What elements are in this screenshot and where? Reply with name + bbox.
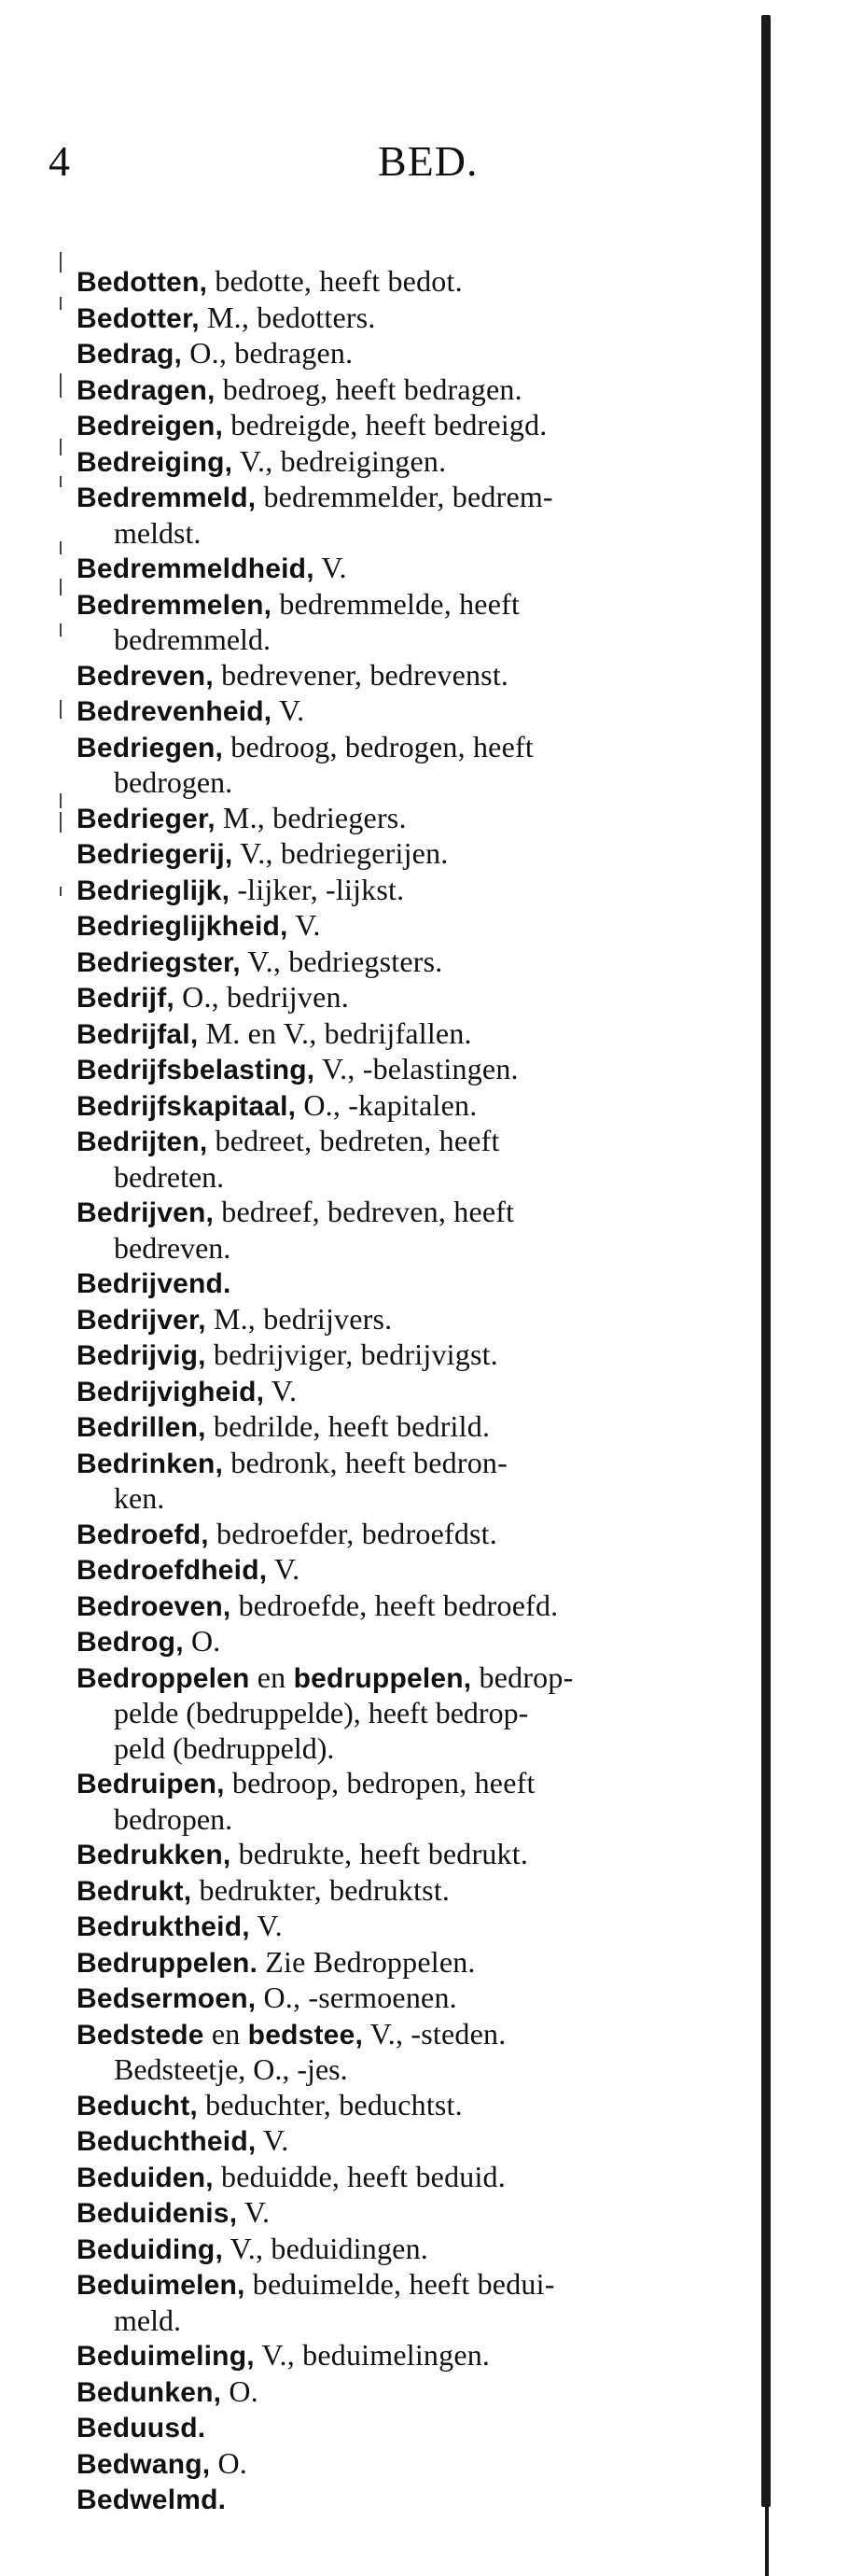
dictionary-entry xyxy=(77,372,751,409)
entry-forms: bedroefde, heeft bedroefd. xyxy=(230,1588,559,1622)
running-head: BED. xyxy=(378,137,479,185)
entry-forms: bedotte, heeft bedot. xyxy=(207,264,463,298)
entry-forms: O. xyxy=(183,1624,221,1658)
entry-headword: Beduimelen, xyxy=(77,2270,245,2301)
entry-headword: Beduimeling, xyxy=(77,2341,255,2372)
entry-continuation: bedropen. xyxy=(114,1801,233,1836)
entry-continuation: meldst. xyxy=(114,515,202,550)
dictionary-entry xyxy=(77,2123,751,2160)
dictionary-entry xyxy=(77,2446,751,2483)
entry-forms: bedrukte, heeft bedrukt. xyxy=(230,1837,529,1870)
entry-headword: Bedremmelen, xyxy=(77,589,272,621)
dictionary-entry xyxy=(77,658,751,694)
dictionary-entry xyxy=(77,836,751,873)
entry-headword: Bedrukt, xyxy=(77,1875,192,1907)
entry-continuation: bedreten. xyxy=(114,1159,225,1194)
dictionary-entry xyxy=(77,1016,751,1053)
dictionary-entry xyxy=(77,551,751,587)
margin-mark xyxy=(60,793,62,808)
dictionary-entry xyxy=(77,336,751,372)
dictionary-entry xyxy=(77,1374,751,1410)
dictionary-entry xyxy=(77,301,751,337)
margin-mark xyxy=(60,541,62,554)
entry-continuation: peld (bedruppeld). xyxy=(114,1730,335,1765)
entry-forms: V., beduimelingen. xyxy=(254,2338,491,2372)
page-number: 4 xyxy=(49,137,70,185)
entry-headword: Bedreigen, xyxy=(77,411,224,441)
entry-headword: Bedroppelen xyxy=(77,1662,250,1694)
entry-forms: O. xyxy=(210,2445,247,2480)
entry-continuation: meld. xyxy=(114,2303,181,2337)
dictionary-entry xyxy=(77,587,751,658)
entry-forms: M., bedotters. xyxy=(199,300,376,334)
entry-forms: bedreet, bedreten, heeft xyxy=(207,1124,500,1157)
entry-headword: Bedrijven, xyxy=(77,1197,215,1228)
dictionary-entry xyxy=(77,444,751,481)
entry-headword: Bedrijfal, xyxy=(77,1018,199,1050)
dictionary-entry xyxy=(77,1731,751,1767)
dictionary-entry xyxy=(77,2160,751,2196)
dictionary-entry xyxy=(77,2088,751,2124)
entry-headword: Bedrukken, xyxy=(77,1840,231,1870)
entry-forms: bedremmelder, bedrem- xyxy=(256,480,553,513)
margin-mark xyxy=(60,297,62,310)
entry-forms: V., bedreigingen. xyxy=(232,443,447,478)
right-margin-rule-tail xyxy=(765,2427,769,2576)
dictionary-entry xyxy=(77,1409,751,1446)
entry-headword: Bedruktheid, xyxy=(77,1911,250,1942)
entry-forms: bedronk, heeft bedron- xyxy=(223,1445,508,1479)
dictionary-entry xyxy=(77,1624,751,1660)
dictionary-entry xyxy=(77,264,751,301)
entry-forms: O., -sermoenen. xyxy=(256,1981,457,2014)
dictionary-entry xyxy=(77,1124,751,1195)
entry-forms: V. xyxy=(267,1552,300,1586)
entry-headword: Bedrieger, xyxy=(77,803,216,834)
dictionary-entry xyxy=(77,1266,751,1302)
dictionary-entry xyxy=(77,2267,751,2338)
entry-headword: Bedremmeld, xyxy=(77,483,257,513)
entry-forms: bedrilde, heeft bedrild. xyxy=(205,1409,491,1443)
entry-forms: O., bedrijven. xyxy=(174,980,349,1014)
entry-continuation: bedremmeld. xyxy=(114,623,271,656)
margin-mark xyxy=(60,812,62,833)
entry-headword: Bedroeven, xyxy=(77,1590,231,1622)
entry-headword: Bedrijten, xyxy=(77,1127,208,1157)
entry-forms: -lijker, -lijkst. xyxy=(230,872,405,906)
entry-headword: Bedunken, xyxy=(77,2376,222,2408)
entry-forms: bedremmelde, heeft xyxy=(271,586,521,621)
entry-forms: beduidde, heeft beduid. xyxy=(213,2159,506,2193)
entry-headword: Bedrijvend. xyxy=(77,1268,231,1299)
margin-mark xyxy=(60,579,62,595)
entry-headword: Bedrijvig, xyxy=(77,1340,206,1371)
entry-forms: V. xyxy=(313,551,347,584)
entry-headword: Bedremmeldheid, xyxy=(77,553,314,584)
entry-forms: bedrevener, bedrevenst. xyxy=(213,657,509,692)
entry-continuation: pelde (bedruppelde), heeft bedrop- xyxy=(114,1696,529,1729)
entry-headword: Bedruipen, xyxy=(77,1769,225,1799)
dictionary-entry xyxy=(77,1337,751,1374)
entry-headword: Bedrillen, xyxy=(77,1412,206,1443)
entry-forms: en bedstee, V., -steden. xyxy=(203,2016,507,2051)
entry-headword: Bedotter, xyxy=(77,302,200,334)
entry-headword: Beduidenis, xyxy=(77,2198,238,2229)
entry-forms: V. xyxy=(249,1909,283,1942)
entry-forms: M., bedrijvers. xyxy=(205,1301,393,1336)
entry-forms: V., beduidingen. xyxy=(222,2231,428,2265)
entry-forms: bedroog, bedrogen, heeft xyxy=(223,729,534,763)
entry-headword: Bedragen, xyxy=(77,374,216,406)
dictionary-entry xyxy=(77,873,751,909)
entry-forms: V. xyxy=(237,2195,271,2229)
dictionary-entry xyxy=(77,2017,751,2088)
dictionary-entry xyxy=(77,1517,751,1553)
dictionary-entry xyxy=(77,908,751,945)
dictionary-entry xyxy=(77,1088,751,1125)
dictionary-entry xyxy=(77,1660,751,1731)
entry-headword: Bedrag, xyxy=(77,339,183,370)
entry-headword: Bedrieglijk, xyxy=(77,875,230,906)
entry-headword: Beduchtheid, xyxy=(77,2126,257,2157)
dictionary-entry xyxy=(77,1052,751,1088)
entry-headword: Bedrieglijkheid, xyxy=(77,911,288,942)
entry-headword: Bedriegen, xyxy=(77,732,224,763)
right-margin-rule xyxy=(761,15,771,2507)
entry-forms: bedreef, bedreven, heeft xyxy=(214,1195,515,1228)
entry-forms: bedrukter, bedruktst. xyxy=(191,1872,451,1907)
entry-forms: M. en V., bedrijfallen. xyxy=(198,1015,472,1050)
entry-headword: Beduiding, xyxy=(77,2233,223,2265)
dictionary-entries xyxy=(77,264,751,2518)
entry-forms: bedroeg, heeft bedragen. xyxy=(215,371,522,406)
dictionary-entry xyxy=(77,980,751,1016)
dictionary-entry xyxy=(77,801,751,837)
entry-headword: Bedroefd, xyxy=(77,1519,209,1550)
margin-mark xyxy=(60,252,62,273)
entry-forms: en bedruppelen, bedrop- xyxy=(249,1659,574,1694)
entry-headword: Bedwang, xyxy=(77,2448,211,2480)
dictionary-entry xyxy=(77,1552,751,1589)
dictionary-entry xyxy=(77,1909,751,1945)
dictionary-entry xyxy=(77,2482,751,2518)
entry-continuation: bedrogen. xyxy=(114,765,233,799)
margin-mark xyxy=(60,887,62,896)
entry-headword: Beducht, xyxy=(77,2090,198,2121)
entry-headword: Bedsermoen, xyxy=(77,1983,257,2014)
dictionary-entry xyxy=(77,2232,751,2268)
entry-forms: beduchter, beduchtst. xyxy=(197,2087,463,2121)
dictionary-entry xyxy=(77,730,751,801)
entry-headword: Bedrijver, xyxy=(77,1304,206,1336)
entry-variant-headword: bedstee, xyxy=(247,2019,363,2051)
entry-headword: Bedreiging, xyxy=(77,446,233,478)
dictionary-entry xyxy=(77,1446,751,1517)
entry-headword: Bedrevenheid, xyxy=(77,696,272,727)
entry-headword: Bedriegerij, xyxy=(77,839,233,870)
entry-forms: V. xyxy=(264,1373,298,1407)
entry-headword: Bedrijf, xyxy=(77,983,174,1014)
margin-mark xyxy=(60,373,62,398)
entry-forms: V., bedriegsters. xyxy=(240,944,443,978)
dictionary-entry xyxy=(77,2338,751,2374)
dictionary-entry xyxy=(77,480,751,551)
dictionary-entry xyxy=(77,1945,751,1981)
dictionary-entry xyxy=(77,1837,751,1873)
dictionary-entry xyxy=(77,2195,751,2232)
entry-forms: bedrijviger, bedrijvigst. xyxy=(205,1337,498,1371)
entry-headword: Bedroefdheid, xyxy=(77,1555,268,1586)
entry-headword: Bedrijvigheid, xyxy=(77,1376,265,1407)
entry-forms: O., bedragen. xyxy=(182,336,354,370)
dictionary-entry xyxy=(77,1302,751,1338)
margin-mark xyxy=(60,439,62,455)
dictionary-entry xyxy=(77,1873,751,1910)
entry-headword: Bedreven, xyxy=(77,660,214,692)
margin-mark xyxy=(60,476,62,487)
dictionary-entry xyxy=(77,2410,751,2446)
left-margin-marks xyxy=(60,252,63,905)
entry-forms: O., -kapitalen. xyxy=(296,1087,478,1122)
entry-headword: Bedotten, xyxy=(77,267,208,298)
entry-forms: bedroop, bedropen, heeft xyxy=(224,1766,536,1799)
entry-headword: Bedrog, xyxy=(77,1627,184,1658)
entry-forms: Zie Bedroppelen. xyxy=(258,1944,476,1979)
entry-headword: Bedrijfskapitaal, xyxy=(77,1090,297,1122)
entry-forms: O. xyxy=(221,2373,258,2408)
dictionary-entry xyxy=(77,408,751,444)
entry-headword: Bedruppelen. xyxy=(77,1947,258,1979)
entry-continuation: bedreven. xyxy=(114,1230,231,1265)
entry-forms: V., -belastingen. xyxy=(314,1052,519,1085)
dictionary-entry xyxy=(77,1195,751,1266)
dictionary-entry xyxy=(77,945,751,981)
entry-forms: V. xyxy=(287,908,321,942)
entry-forms: bedroefder, bedroefdst. xyxy=(208,1516,497,1550)
dictionary-entry xyxy=(77,2374,751,2411)
entry-forms: bedreigde, heeft bedreigd. xyxy=(223,408,548,441)
dictionary-entry xyxy=(77,1766,751,1837)
entry-headword: Bedwelmd. xyxy=(77,2485,227,2515)
entry-headword: Bedrijfsbelasting, xyxy=(77,1055,315,1085)
margin-mark xyxy=(60,700,62,719)
entry-forms: M., bedriegers. xyxy=(215,800,407,834)
entry-forms: V. xyxy=(271,693,305,727)
entry-headword: Beduusd. xyxy=(77,2413,206,2443)
entry-headword: Bedriegster, xyxy=(77,946,241,978)
entry-headword: Bedrinken, xyxy=(77,1448,224,1479)
entry-forms: V. xyxy=(256,2123,289,2157)
entry-forms: V., bedriegerijen. xyxy=(232,836,449,870)
entry-variant-headword: bedruppelen, xyxy=(293,1662,472,1694)
dictionary-entry xyxy=(77,693,751,730)
entry-continuation: Bedsteetje, O., -jes. xyxy=(114,2052,348,2086)
entry-headword: Beduiden, xyxy=(77,2162,214,2193)
margin-mark xyxy=(60,623,62,637)
entry-forms: beduimelde, heeft bedui- xyxy=(244,2267,555,2301)
entry-continuation: ken. xyxy=(114,1481,165,1515)
dictionary-entry xyxy=(77,1981,751,2017)
dictionary-entry xyxy=(77,1589,751,1625)
entry-headword: Bedstede xyxy=(77,2019,204,2051)
